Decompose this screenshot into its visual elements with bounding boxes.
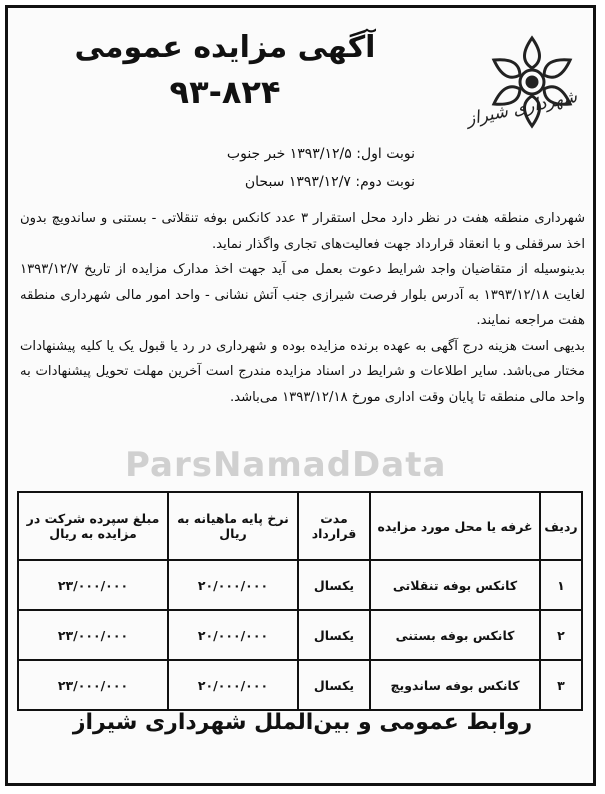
- table-cell: ۳: [540, 660, 582, 710]
- notice-number: ۹۳-۸۲۴: [169, 73, 281, 111]
- table-cell: کانکس بوفه ساندویچ: [370, 660, 540, 710]
- table-cell: ۲۳/۰۰۰/۰۰۰: [18, 660, 168, 710]
- table-cell: کانکس بوفه تنقلاتی: [370, 560, 540, 610]
- table-cell: ۲۳/۰۰۰/۰۰۰: [18, 560, 168, 610]
- table-cell: ۲۰/۰۰۰/۰۰۰: [168, 660, 298, 710]
- column-header: ردیف: [540, 492, 582, 560]
- column-header: نرخ پایه ماهیانه به ریال: [168, 492, 298, 560]
- table-cell: ۲: [540, 610, 582, 660]
- table-cell: ۲۰/۰۰۰/۰۰۰: [168, 560, 298, 610]
- table-cell: ۱: [540, 560, 582, 610]
- watermark: ParsNamadData: [125, 445, 447, 485]
- table-row: [18, 610, 582, 660]
- table-row: [18, 560, 582, 610]
- table-cell: ۲۰/۰۰۰/۰۰۰: [168, 610, 298, 660]
- body-paragraph: بدیهی است هزینه درج آگهی به عهده برنده مزایده بوده و شهرداری در رد یا قبول یک یا کلیه پیشنهادات مختار می‌باشد. سایر اطلاعات و شرایط در اسناد مزایده مندرج است آخرین مهلت تحویل پیشنهادات به واحد مالی منطقه تا پایان وقت اداری مورخ ۱۳۹۳/۱۲/۱۸ می‌باشد.: [20, 338, 585, 405]
- logo-wordmark: شهرداری شیراز: [464, 86, 579, 130]
- body-paragraph: بدینوسیله از متقاضیان واجد شرایط دعوت بعمل می آید جهت اخذ مدارک مزایده از تاریخ ۱۳۹۳/۱۲/۷ لغایت ۱۳۹۳/۱۲/۱۸ به آدرس بلوار فرصت شیرازی جنب آتش نشانی - واحد امور مالی شهرداری منطقه هفت مراجعه نمایند.: [20, 262, 585, 328]
- table-cell: یکسال: [298, 560, 370, 610]
- notice-body: [20, 206, 585, 410]
- table-header-row: [18, 492, 582, 560]
- footer-signature: روابط عمومی و بین‌الملل شهرداری شیراز: [72, 710, 533, 735]
- auction-table: [17, 491, 583, 711]
- table-cell: یکسال: [298, 610, 370, 660]
- first-round-line: نوبت اول: ۱۳۹۳/۱۲/۵ خبر جنوب: [226, 146, 415, 162]
- notice-title: آگهی مزایده عمومی: [74, 30, 376, 65]
- column-header: مبلغ سپرده شرکت در مزایده به ریال: [18, 492, 168, 560]
- body-paragraph: شهرداری منطقه هفت در نظر دارد محل استقرار ۳ عدد کانکس بوفه تنقلاتی - بستنی و ساندویچ بدون اخذ سرقفلی و با انعقاد قرارداد جهت فعالیت‌های تجاری واگذار نماید.: [20, 211, 585, 252]
- table-row: [18, 660, 582, 710]
- table-cell: یکسال: [298, 660, 370, 710]
- column-header: مدت قرارداد: [298, 492, 370, 560]
- column-header: غرفه یا محل مورد مزایده: [370, 492, 540, 560]
- table-cell: ۲۳/۰۰۰/۰۰۰: [18, 610, 168, 660]
- second-round-line: نوبت دوم: ۱۳۹۳/۱۲/۷ سبحان: [244, 174, 415, 190]
- table-cell: کانکس بوفه بستنی: [370, 610, 540, 660]
